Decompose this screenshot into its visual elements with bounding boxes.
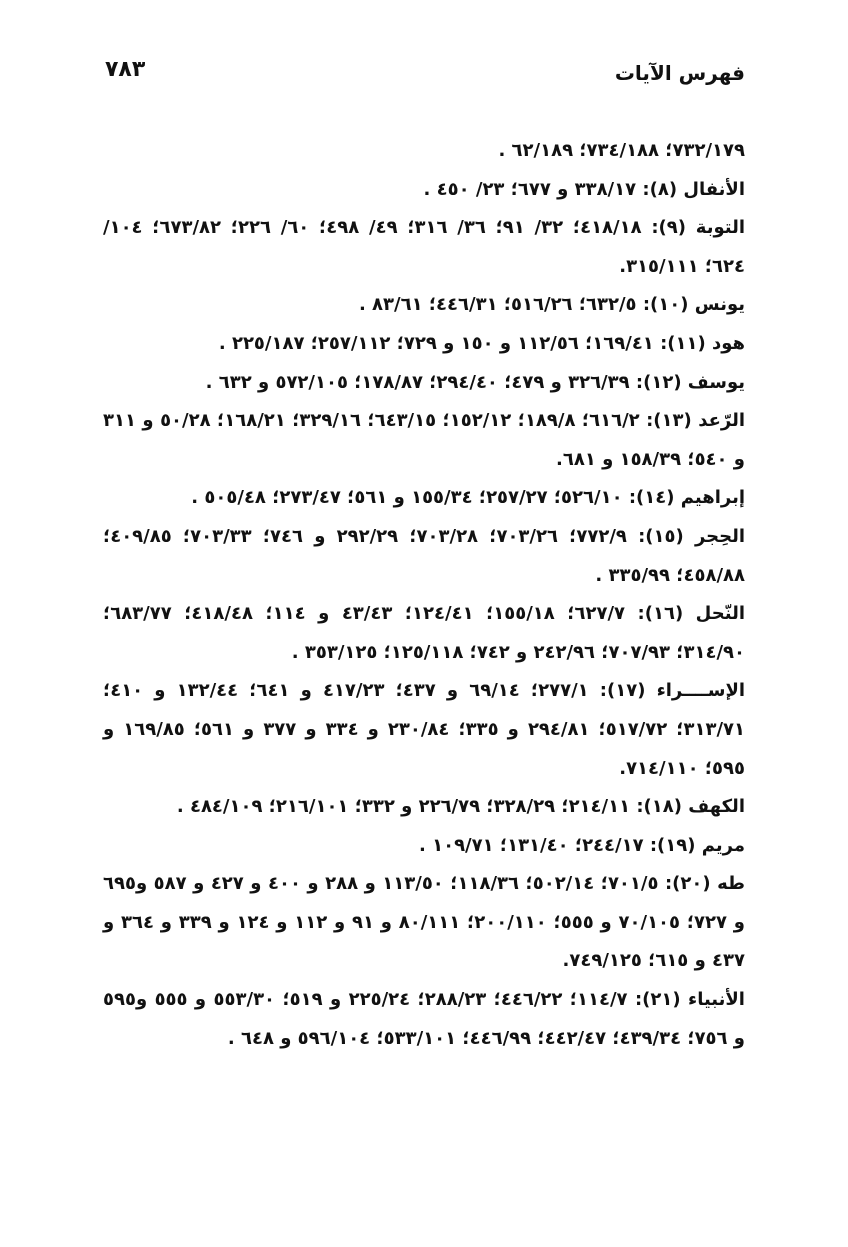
- surah-name: هود (١١):: [660, 332, 745, 354]
- index-entry: [103, 865, 745, 981]
- index-entry: [103, 132, 745, 171]
- verse-references: ٦١٦/٢؛ ١٨٩/٨؛ ١٥٢/١٢؛ ٦٤٣/١٥؛ ٣٢٩/١٦؛ ١٦٨/٢١؛ ٥٠/٢٨ و ٣١١ و ٥٤٠؛ ١٥٨/٣٩ و ٦٨١.: [103, 410, 745, 470]
- verse-references: ٢١٤/١١؛ ٣٢٨/٢٩؛ ٢٢٦/٧٩ و ٣٣٢؛ ٢١٦/١٠١؛ ٤٨٤/١٠٩ .: [176, 796, 631, 818]
- verse-index-list: [103, 132, 745, 1058]
- index-entry: [103, 286, 745, 325]
- index-entry: [103, 364, 745, 403]
- verse-references: ١٦٩/٤١؛ ١١٢/٥٦ و ١٥٠ و ٧٢٩؛ ٢٥٧/١١٢؛ ٢٢٥/١٨٧ .: [218, 332, 654, 354]
- verse-references: ٧٣٢/١٧٩؛ ٧٣٤/١٨٨؛ ٦٢/١٨٩ .: [498, 140, 745, 161]
- index-entry: [103, 325, 745, 364]
- verse-references: ٣٢٦/٣٩ و ٤٧٩؛ ٢٩٤/٤٠؛ ١٧٨/٨٧؛ ٥٧٢/١٠٥ و ٦٣٢ .: [205, 371, 630, 393]
- index-entry: [103, 479, 745, 518]
- index-entry: [103, 981, 745, 1058]
- verse-references: ٢٧٧/١؛ ٦٩/١٤ و ٤٣٧؛ ٤١٧/٢٣ و ٦٤١؛ ١٣٢/٤٤ و ٤١٠؛ ٣١٣/٧١؛ ٥١٧/٧٢؛ ٢٩٤/٨١ و ٣٣٥؛ ٢٣٠/٨٤ و ٣٣٤ و ٣٧٧ و ٥٦١؛ ١٦٩/٨٥ و ٥٩٥؛ ٧١٤/١١٠.: [103, 680, 746, 779]
- index-entry: [103, 827, 745, 866]
- surah-name: يونس (١٠):: [642, 294, 745, 316]
- surah-name: مريم (١٩):: [649, 834, 745, 856]
- index-entry: [103, 672, 745, 788]
- surah-name: طه (٢٠):: [664, 873, 745, 895]
- index-entry: [103, 209, 745, 286]
- verse-references: ٦٢٧/٧؛ ١٥٥/١٨؛ ١٢٤/٤١؛ ٤٣/٤٣ و ١١٤؛ ٤١٨/٤٨؛ ٦٨٣/٧٧؛ ٣١٤/٩٠؛ ٧٠٧/٩٣؛ ٢٤٢/٩٦ و ٧٤٢؛ ١٢٥/١١٨؛ ٣٥٣/١٢٥ .: [103, 603, 745, 663]
- verse-references: ٧٧٢/٩؛ ٧٠٣/٢٦؛ ٧٠٣/٢٨؛ ٢٩٢/٢٩ و ٧٤٦؛ ٧٠٣/٣٣؛ ٤٠٩/٨٥؛ ٤٥٨/٨٨؛ ٣٣٥/٩٩ .: [103, 525, 745, 586]
- verse-references: ٣٣٨/١٧ و ٦٧٧؛ ٢٣/ ٤٥٠ .: [423, 178, 637, 200]
- verse-references: ٧٠١/٥؛ ٥٠٢/١٤؛ ١١٨/٣٦؛ ١١٣/٥٠ و ٢٨٨ و ٤٠٠ و ٤٢٧ و ٥٨٧ و٦٩٥ و ٧٢٧؛ ٧٠/١٠٥ و ٥٥٥؛ ٢٠٠/١١٠؛ ٨٠/١١١ و ٩١ و ١١٢ و ١٢٤ و ٣٣٩ و ٣٦٤ و ٤٣٧ و ٦١٥؛ ٧٤٩/١٢٥.: [103, 873, 745, 972]
- surah-name: الرّعد (١٣):: [646, 410, 746, 432]
- surah-name: التوبة (٩):: [651, 217, 746, 239]
- surah-name: الأنفال (٨):: [642, 178, 745, 200]
- index-entry: [103, 788, 745, 827]
- verse-references: ٥٢٦/١٠؛ ٢٥٧/٢٧؛ ١٥٥/٣٤ و ٥٦١؛ ٢٧٣/٤٧؛ ٥٠٥/٤٨ .: [191, 487, 623, 509]
- running-title: فهرس الآيات: [614, 61, 745, 85]
- index-entry: [103, 402, 745, 479]
- page-number: ٧٨٣: [105, 57, 146, 82]
- surah-name: الكهف (١٨):: [636, 796, 745, 818]
- verse-references: ٤١٨/١٨؛ ٣٢/ ٩١؛ ٣٦/ ٣١٦؛ ٤٩/ ٤٩٨؛ ٦٠/ ٢٢٦؛ ٦٧٣/٨٢؛ ١٠٤/ ٦٢٤؛ ٣١٥/١١١.: [103, 217, 745, 277]
- verse-references: ١١٤/٧؛ ٤٤٦/٢٢؛ ٢٨٨/٢٣؛ ٢٢٥/٢٤ و ٥١٩؛ ٥٥٣/٣٠ و ٥٥٥ و٥٩٥ و ٧٥٦؛ ٤٣٩/٣٤؛ ٤٤٢/٤٧؛ ٤٤٦/٩٩؛ ٥٣٣/١٠١؛ ٥٩٦/١٠٤ و ٦٤٨ .: [103, 989, 745, 1049]
- verse-references: ٦٣٢/٥؛ ٥١٦/٢٦؛ ٤٤٦/٣١؛ ٨٣/٦١ .: [358, 294, 637, 316]
- surah-name: الحِجر (١٥):: [638, 525, 746, 547]
- surah-name: النّحل (١٦):: [637, 603, 745, 625]
- surah-name: الإســــراء (١٧):: [599, 680, 746, 702]
- index-entry: [103, 518, 745, 595]
- verse-references: ٢٤٤/١٧؛ ١٣١/٤٠؛ ١٠٩/٧١ .: [418, 834, 644, 856]
- surah-name: يوسف (١٢):: [635, 371, 745, 393]
- surah-name: الأنبياء (٢١):: [634, 989, 745, 1011]
- page-header: [105, 55, 745, 99]
- surah-name: إبراهيم (١٤):: [628, 487, 745, 509]
- index-entry: [103, 171, 745, 210]
- index-entry: [103, 595, 745, 672]
